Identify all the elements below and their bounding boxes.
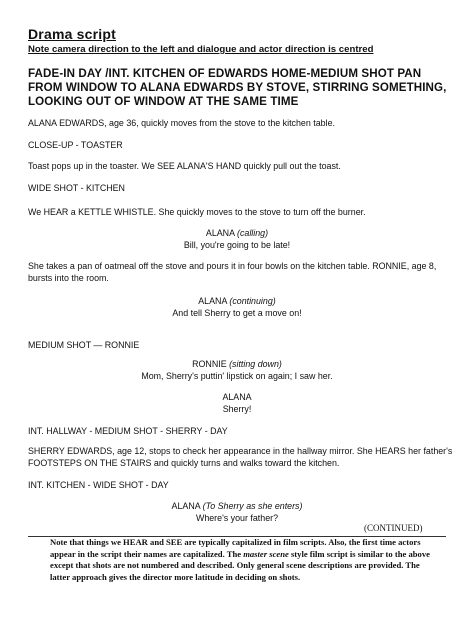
action-line-4: She takes a pan of oatmeal off the stove and pours it in four bowls on the kitchen table. RONNIE, age 8, bursts into the room. xyxy=(28,261,437,284)
character-name: RONNIE xyxy=(192,359,230,369)
dialogue-block-1 xyxy=(0,227,474,251)
note-text-a: Note that things we HEAR and SEE are typically capitalized in film scripts. Also, the first time actors appear in the script their names are capitalized. The xyxy=(50,537,421,559)
dialogue-line: Mom, Sherry's puttin' lipstick on again; I saw her. xyxy=(141,371,333,382)
action-line-5: SHERRY EDWARDS, age 12, stops to check her appearance in the hallway mirror. She HEARS her father's FOOTSTEPS ON THE STAIRS and quickly turns and walks toward the kitchen. xyxy=(28,446,453,469)
parenthetical: (continuing) xyxy=(229,296,276,306)
action-line-1: ALANA EDWARDS, age 36, quickly moves from the stove to the kitchen table. xyxy=(28,118,335,128)
character-name: ALANA xyxy=(205,228,237,238)
parenthetical: (To Sherry as she enters) xyxy=(202,501,303,511)
dialogue-line: Bill, you're going to be late! xyxy=(183,240,291,251)
footer-note xyxy=(50,537,434,583)
action-line-3: We HEAR a KETTLE WHISTLE. She quickly moves to the stove to turn off the burner. xyxy=(28,207,366,217)
scene-heading: FADE-IN DAY /INT. KITCHEN OF EDWARDS HOME-MEDIUM SHOT PAN FROM WINDOW TO ALANA EDWARDS BY STOVE, STIRRING SOMETHING, LOOKING OUT OF WINDOW AT THE SAME TIME xyxy=(28,67,447,108)
parenthetical: (sitting down) xyxy=(229,359,282,369)
character-name: ALANA xyxy=(171,501,203,511)
dialogue-block-2 xyxy=(0,295,474,319)
action-line-2: Toast pops up in the toaster. We SEE ALANA'S HAND quickly pull out the toast. xyxy=(28,161,341,171)
shot-int-hallway: INT. HALLWAY - MEDIUM SHOT - SHERRY - DAY xyxy=(28,426,228,436)
note-text-b: style film script is similar to the above except that shots are not numbered and described. Only general scene descriptions are provided. The latter approach gives the director more latitude in deciding on shots. xyxy=(50,548,430,582)
dialogue-block-3 xyxy=(0,358,474,382)
dialogue-line: Sherry! xyxy=(222,404,252,415)
continued-marker: (CONTINUED) xyxy=(364,523,423,533)
dialogue-block-5 xyxy=(0,500,474,524)
page-title: Drama script xyxy=(28,26,116,42)
note-emphasis: master scene xyxy=(243,548,289,559)
shot-wide-kitchen: WIDE SHOT - KITCHEN xyxy=(28,183,125,193)
character-name: ALANA xyxy=(198,296,230,306)
shot-int-kitchen-wide: INT. KITCHEN - WIDE SHOT - DAY xyxy=(28,480,169,490)
shot-close-up-toaster: CLOSE-UP - TOASTER xyxy=(28,140,123,150)
parenthetical: (calling) xyxy=(237,228,269,238)
page-subtitle: Note camera direction to the left and dialogue and actor direction is centred xyxy=(28,44,374,55)
shot-medium-ronnie: MEDIUM SHOT — RONNIE xyxy=(28,340,140,350)
dialogue-block-4 xyxy=(0,391,474,415)
dialogue-line: Where's your father? xyxy=(195,513,279,524)
character-name: ALANA xyxy=(222,392,252,402)
dialogue-line: And tell Sherry to get a move on! xyxy=(172,308,302,319)
